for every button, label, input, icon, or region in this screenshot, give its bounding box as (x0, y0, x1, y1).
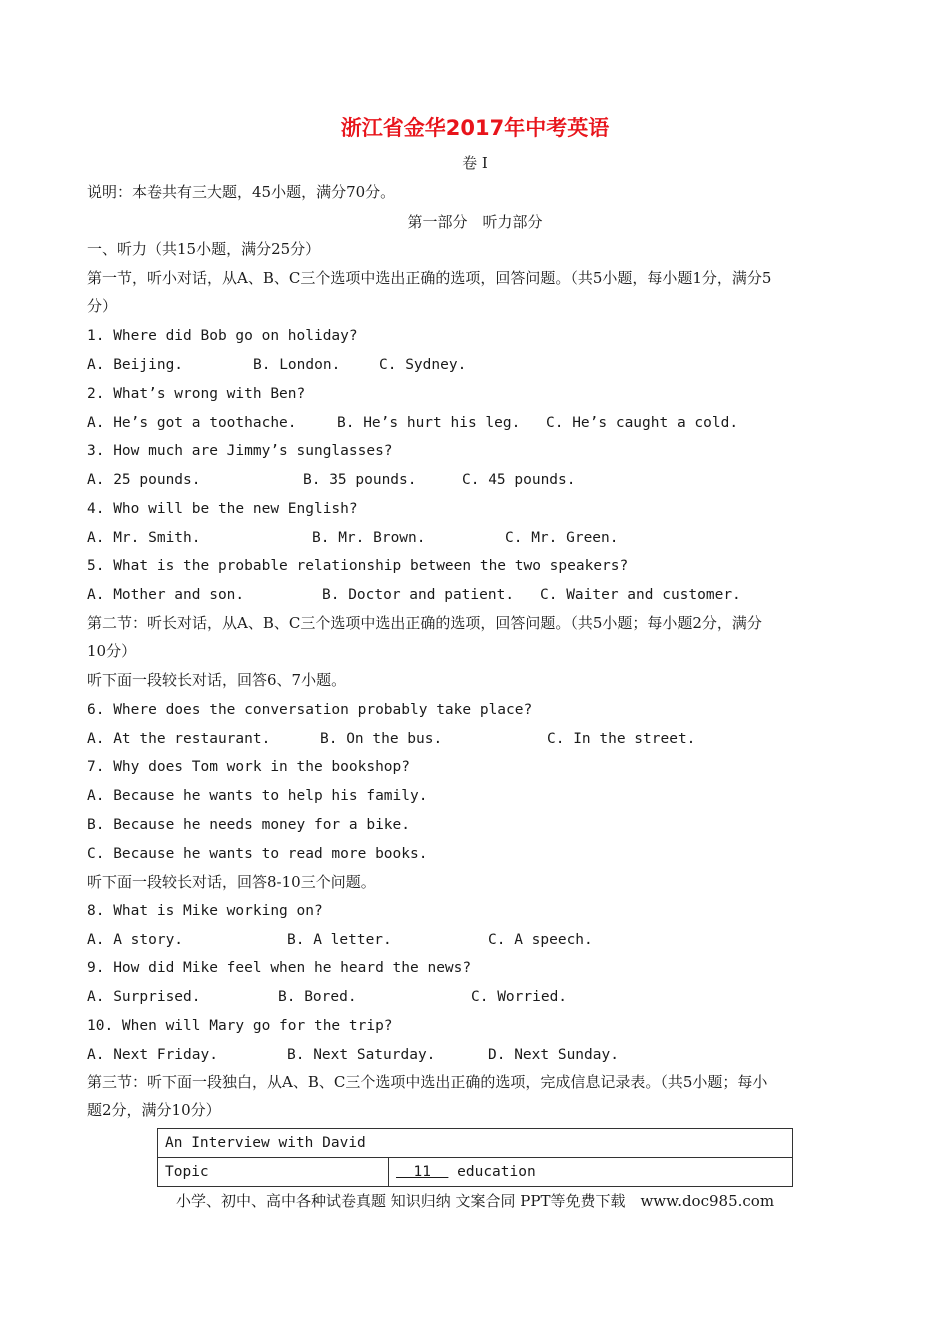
q7-option-c: C. Because he wants to read more books. (87, 846, 428, 862)
table-value-cell (389, 1158, 793, 1187)
q8-option-c: C. A speech. (488, 932, 593, 948)
subsection-3-instruction: 第三节：听下面一段独白，从A、B、C三个选项中选出正确的选项，完成信息记录表。（共5小题；每小 (87, 1073, 768, 1091)
volume-label: 卷 I (462, 154, 488, 172)
q4-option-a: A. Mr. Smith. (87, 530, 201, 546)
question-6: 6. Where does the conversation probably take place? (87, 702, 533, 718)
q1-option-a: A. Beijing. (87, 357, 184, 373)
q10-option-b: B. Next Saturday. (287, 1047, 436, 1063)
dialog-1-intro: 听下面一段较长对话，回答6、7小题。 (87, 671, 347, 689)
part-heading: 第一部分 听力部分 (407, 213, 543, 231)
question-4: 4. Who will be the new English? (87, 501, 358, 517)
q7-option-a: A. Because he wants to help his family. (87, 788, 428, 804)
subsection-3-instruction-cont: 题2分，满分10分） (87, 1101, 221, 1119)
page-footer: 小学、初中、高中各种试卷真题 知识归纳 文案合同 PPT等免费下载 www.doc985.com (175, 1192, 775, 1210)
q1-option-c: C. Sydney. (379, 357, 467, 373)
question-5: 5. What is the probable relationship between the two speakers? (87, 558, 629, 574)
exam-title: 浙江省金华2017年中考英语 (340, 116, 610, 140)
topic-value: education (457, 1164, 536, 1180)
q5-option-c: C. Waiter and customer. (540, 587, 741, 603)
subsection-2-instruction-cont: 10分） (87, 642, 137, 660)
subsection-1-instruction: 第一节，听小对话，从A、B、C三个选项中选出正确的选项，回答问题。（共5小题，每小题1分，满分5 (87, 269, 772, 287)
q6-option-b: B. On the bus. (320, 731, 443, 747)
table-header-cell: An Interview with David (158, 1129, 793, 1158)
q1-option-b: B. London. (253, 357, 341, 373)
exam-note: 说明：本卷共有三大题，45小题，满分70分。 (87, 183, 396, 201)
q8-option-a: A. A story. (87, 932, 184, 948)
q10-option-a: A. Next Friday. (87, 1047, 218, 1063)
q3-option-a: A. 25 pounds. (87, 472, 201, 488)
subsection-2-instruction: 第二节：听长对话，从A、B、C三个选项中选出正确的选项，回答问题。（共5小题；每小题2分，满分 (87, 614, 762, 632)
q8-option-b: B. A letter. (287, 932, 392, 948)
q5-option-b: B. Doctor and patient. (322, 587, 515, 603)
q2-option-c: C. He’s caught a cold. (546, 415, 739, 431)
table-row (158, 1129, 793, 1158)
q3-option-c: C. 45 pounds. (462, 472, 576, 488)
question-3: 3. How much are Jimmy’s sunglasses? (87, 443, 393, 459)
section-heading: 一、听力（共15小题，满分25分） (87, 240, 321, 258)
question-1: 1. Where did Bob go on holiday? (87, 328, 358, 344)
q9-option-b: B. Bored. (278, 989, 357, 1005)
table-row (158, 1158, 793, 1187)
question-2: 2. What’s wrong with Ben? (87, 386, 306, 402)
q9-option-a: A. Surprised. (87, 989, 201, 1005)
table-label-cell: Topic (158, 1158, 389, 1187)
q5-option-a: A. Mother and son. (87, 587, 245, 603)
q6-option-a: A. At the restaurant. (87, 731, 271, 747)
subsection-1-instruction-cont: 分） (87, 297, 118, 315)
dialog-2-intro: 听下面一段较长对话，回答8-10三个问题。 (87, 873, 376, 891)
q10-option-c: D. Next Sunday. (488, 1047, 619, 1063)
q4-option-c: C. Mr. Green. (505, 530, 619, 546)
q2-option-b: B. He’s hurt his leg. (337, 415, 521, 431)
q9-option-c: C. Worried. (471, 989, 568, 1005)
question-7: 7. Why does Tom work in the bookshop? (87, 759, 411, 775)
question-8: 8. What is Mike working on? (87, 903, 323, 919)
q3-option-b: B. 35 pounds. (303, 472, 417, 488)
q6-option-c: C. In the street. (547, 731, 696, 747)
info-record-table (157, 1128, 793, 1187)
question-9: 9. How did Mike feel when he heard the news? (87, 960, 472, 976)
question-10: 10. When will Mary go for the trip? (87, 1018, 393, 1034)
answer-blank-11[interactable]: 11 (396, 1164, 449, 1180)
q4-option-b: B. Mr. Brown. (312, 530, 426, 546)
q7-option-b: B. Because he needs money for a bike. (87, 817, 411, 833)
q2-option-a: A. He’s got a toothache. (87, 415, 297, 431)
